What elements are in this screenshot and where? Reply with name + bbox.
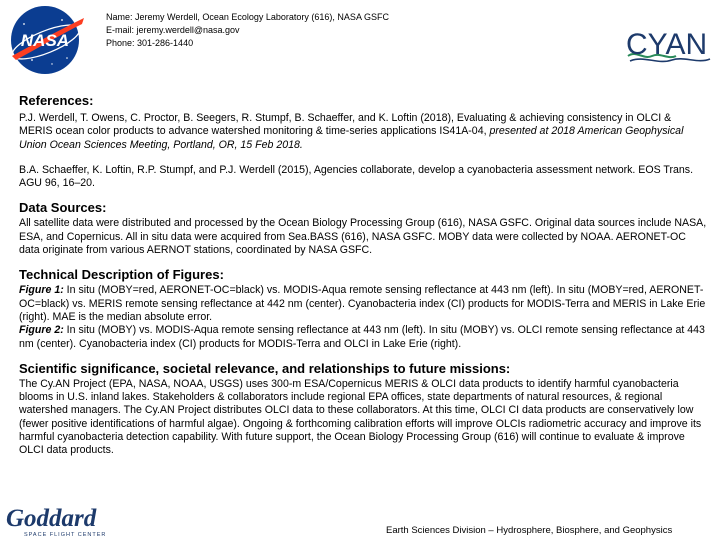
nasa-logo-text: NASA [20,31,70,50]
reference-1 [19,112,707,152]
goddard-logo [4,500,108,540]
figure-2-description [19,324,707,351]
main-content [19,93,707,468]
reference-2: B.A. Schaeffer, K. Loftin, R.P. Stumpf, and P.J. Werdell (2015), Agencies collaborate, develop a cyanobacteria assessment network. EOS Trans. AGU 96, 16–20. [19,163,694,190]
reference-1-venue: presented at 2018 American Geophysical Union Ocean Sciences Meeting, Portland, OR, 15 Feb 2018. [19,125,684,151]
goddard-logo-subtext: SPACE FLIGHT CENTER [24,532,107,538]
cyan-logo-text: CYAN [626,28,708,61]
cyan-logo [624,20,714,66]
figure-1-description [19,284,707,324]
figure-1-label: Figure 1: [19,284,64,297]
figure-1-text: In situ (MOBY=red, AERONET-OC=black) vs. MODIS-Aqua remote sensing reflectance at 443 nm (left). In situ (MOBY=red, AERONET-OC=black) vs. MERIS remote sensing reflectance at 442 nm (center). Cyanobacteria index (CI) products for MODIS-Terra and MERIS in Lake Erie (right). MAE is the median absolute error. [19,284,706,323]
technical-section [19,267,707,350]
data-sources-text: All satellite data were distributed and processed by the Ocean Biology Processing Group (616), NASA GSFC. Original data sources include NASA, ESA, and Copernicus. All in situ data were acquired from Sea.BASS (616), NASA GSFC. MOBY data were collected by NOAA. AERONET-OC data originate from various AERNOT stations, coordinated by NASA GSFC. [19,217,707,257]
figure-2-label: Figure 2: [19,324,64,337]
contact-name: Name: Jeremy Werdell, Ocean Ecology Laboratory (616), NASA GSFC [106,12,389,22]
references-section [19,93,707,190]
goddard-logo-text: Goddard [6,505,97,532]
figure-2-text: In situ (MOBY) vs. MODIS-Aqua remote sensing reflectance at 443 nm (left). In situ (MOBY) vs. OLCI remote sensing reflectance at 443 nm (center). Cyanobacteria index (CI) products for MODIS-Terra and OLCI in Lake Erie (right). [19,324,705,350]
significance-heading: Scientific significance, societal relevance, and relationships to future missions: [19,360,511,376]
references-heading: References: [19,93,94,108]
technical-heading: Technical Description of Figures: [19,267,224,283]
contact-block [106,11,389,50]
nasa-logo [4,4,88,76]
significance-section [19,361,707,458]
contact-phone: Phone: 301-286-1440 [106,38,194,48]
contact-email: E-mail: jeremy.werdell@nasa.gov [106,25,240,35]
division-footer: Earth Sciences Division – Hydrosphere, Biosphere, and Geophysics [386,525,673,536]
significance-text: The Cy.AN Project (EPA, NASA, NOAA, USGS) uses 300-m ESA/Copernicus MERIS & OLCI data products to identify harmful cyanobacteria blooms in U.S. inland lakes. Stakeholders & collaborators include regional EPA offices, state departments of natural resources, & regional watershed managers. The Cy.AN Project distributes OLCI data to these collaborators. At this time, OLCI CI data products are conservatively low (fewer positive identifications of harmful algae). Ongoing & forthcoming calibration efforts will improve OLCIs radiometric accuracy and improve its harmful cyanobacteria detection capability. With future support, the Ocean Biology Processing Group (616) will continue to evaluate & improve OLCI data products. [19,377,702,457]
data-sources-heading: Data Sources: [19,200,107,216]
data-sources-section [19,200,707,257]
reference-1-text: P.J. Werdell, T. Owens, C. Proctor, B. Seegers, R. Stumpf, B. Schaeffer, and K. Loftin (2018), Evaluating & achieving consistency in OLCI & MERIS ocean color products to advance watershed monitoring & time-series applications IS41A-04, [19,112,672,138]
